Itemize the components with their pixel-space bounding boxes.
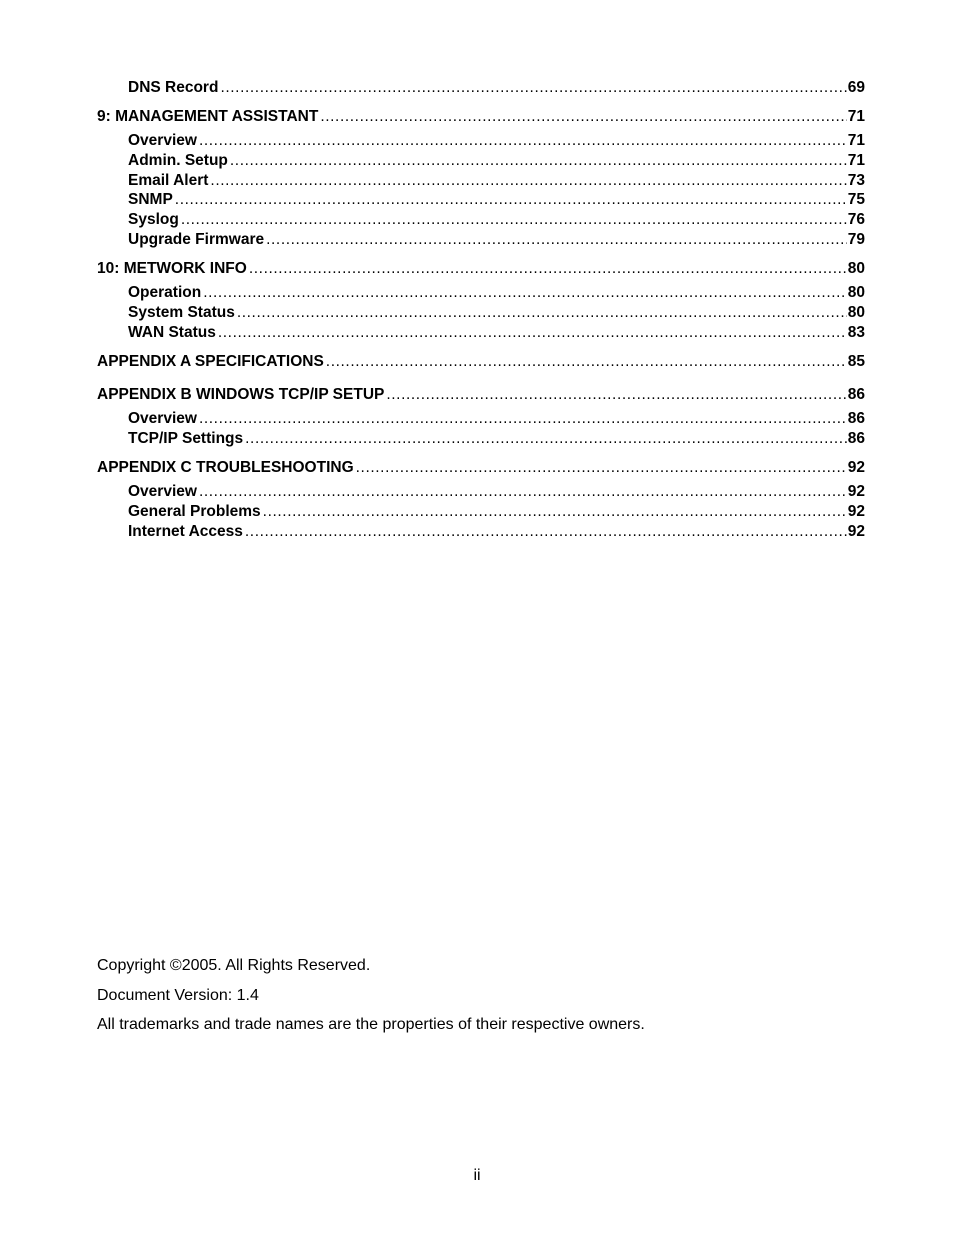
toc-entry[interactable] (97, 429, 865, 449)
toc-chapter-page: 92 (847, 459, 865, 477)
toc-entry-page: 86 (847, 430, 865, 448)
toc-leader-dots (181, 210, 847, 230)
section-spacer (97, 98, 865, 107)
toc-entry-page: 73 (847, 171, 865, 189)
toc-entry[interactable] (97, 230, 865, 250)
toc-chapter-entry[interactable] (97, 458, 865, 478)
toc-leader-dots (220, 78, 846, 98)
toc-chapter-page: 71 (847, 108, 865, 125)
toc-leader-dots (245, 429, 847, 449)
toc-entry-title: Syslog (128, 211, 179, 229)
page-number: ii (473, 1167, 481, 1184)
toc-leader-dots (237, 303, 847, 323)
toc-entry[interactable] (97, 323, 865, 343)
toc-entry-page: 76 (847, 211, 865, 229)
toc-leader-dots (263, 502, 847, 522)
toc-entry-page: 79 (847, 230, 865, 248)
toc-chapter-title: APPENDIX B WINDOWS TCP/IP SETUP (97, 386, 385, 404)
toc-leader-dots (199, 409, 847, 429)
toc-entry-title: WAN Status (128, 323, 216, 341)
toc-entry-page: 80 (847, 284, 865, 302)
toc-entry-page: 86 (847, 410, 865, 428)
toc-leader-dots (386, 385, 846, 405)
toc-entry-page: 92 (847, 522, 865, 540)
toc-chapter-entry[interactable] (97, 107, 865, 127)
toc-entry[interactable] (97, 283, 865, 303)
toc-entry-page: 71 (847, 152, 865, 169)
toc-entry-title: Admin. Setup (128, 152, 228, 169)
toc-chapter-title: APPENDIX C TROUBLESHOOTING (97, 459, 354, 477)
toc-leader-dots (326, 352, 847, 372)
section-spacer (97, 449, 865, 458)
toc-entry[interactable] (97, 151, 865, 171)
toc-entry[interactable] (97, 522, 865, 542)
toc-leader-dots (249, 259, 847, 279)
toc-entry-title: Internet Access (128, 522, 243, 540)
toc-entry-title: Operation (128, 284, 202, 302)
toc-entry-title: Overview (128, 483, 197, 501)
toc-entry-page: 92 (847, 503, 865, 521)
toc-entry-page: 69 (847, 79, 865, 96)
section-spacer (97, 371, 865, 380)
toc-leader-dots (230, 151, 847, 171)
toc-entry-page: 92 (847, 483, 865, 501)
toc-chapter-title: APPENDIX A SPECIFICATIONS (97, 352, 324, 370)
toc-entry-title: TCP/IP Settings (128, 430, 244, 448)
copyright-line: Copyright ©2005. All Rights Reserved. (97, 957, 371, 974)
toc-entry[interactable] (97, 190, 865, 210)
toc-leader-dots (218, 323, 847, 343)
toc-leader-dots (203, 283, 847, 303)
toc-entry[interactable] (97, 502, 865, 522)
toc-leader-dots (210, 171, 846, 191)
section-spacer (97, 342, 865, 351)
toc-chapter-entry[interactable] (97, 259, 865, 279)
document-version: Document Version: 1.4 (97, 986, 259, 1004)
table-of-contents (97, 78, 865, 542)
toc-chapter-entry[interactable] (97, 385, 865, 405)
toc-chapter-title: 9: MANAGEMENT ASSISTANT (97, 108, 319, 125)
toc-chapter-page: 86 (847, 386, 865, 404)
toc-leader-dots (320, 107, 846, 127)
toc-chapter-page: 85 (847, 352, 865, 370)
toc-entry-title: Email Alert (128, 171, 209, 189)
toc-leader-dots (175, 190, 847, 210)
toc-entry[interactable] (97, 482, 865, 502)
toc-entry-title: Overview (128, 132, 197, 150)
toc-entry-page: 83 (847, 323, 865, 341)
toc-entry-title: System Status (128, 303, 235, 321)
toc-chapter-page: 80 (847, 259, 865, 277)
toc-entry-title: Upgrade Firmware (128, 230, 265, 248)
toc-entry[interactable] (97, 131, 865, 151)
toc-entry-page: 71 (847, 132, 865, 150)
toc-entry-title: General Problems (128, 503, 261, 521)
toc-entry[interactable] (97, 210, 865, 230)
copyright-notes (97, 956, 877, 1045)
toc-chapter-title: 10: METWORK INFO (97, 259, 247, 277)
toc-leader-dots (199, 131, 847, 151)
toc-entry[interactable] (97, 78, 865, 98)
section-spacer (97, 250, 865, 259)
toc-leader-dots (356, 458, 847, 478)
toc-entry-title: SNMP (128, 191, 173, 209)
toc-leader-dots (199, 482, 847, 502)
toc-chapter-entry[interactable] (97, 352, 865, 372)
toc-leader-dots (266, 230, 847, 250)
toc-entry[interactable] (97, 303, 865, 323)
toc-entry[interactable] (97, 171, 865, 191)
toc-entry-page: 75 (847, 191, 865, 209)
toc-leader-dots (245, 522, 847, 542)
toc-entry-page: 80 (847, 303, 865, 321)
toc-entry-title: DNS Record (128, 79, 219, 96)
trademark-notice: All trademarks and trade names are the properties of their respective owners. (97, 1016, 645, 1034)
toc-entry[interactable] (97, 409, 865, 429)
toc-entry-title: Overview (128, 410, 197, 428)
